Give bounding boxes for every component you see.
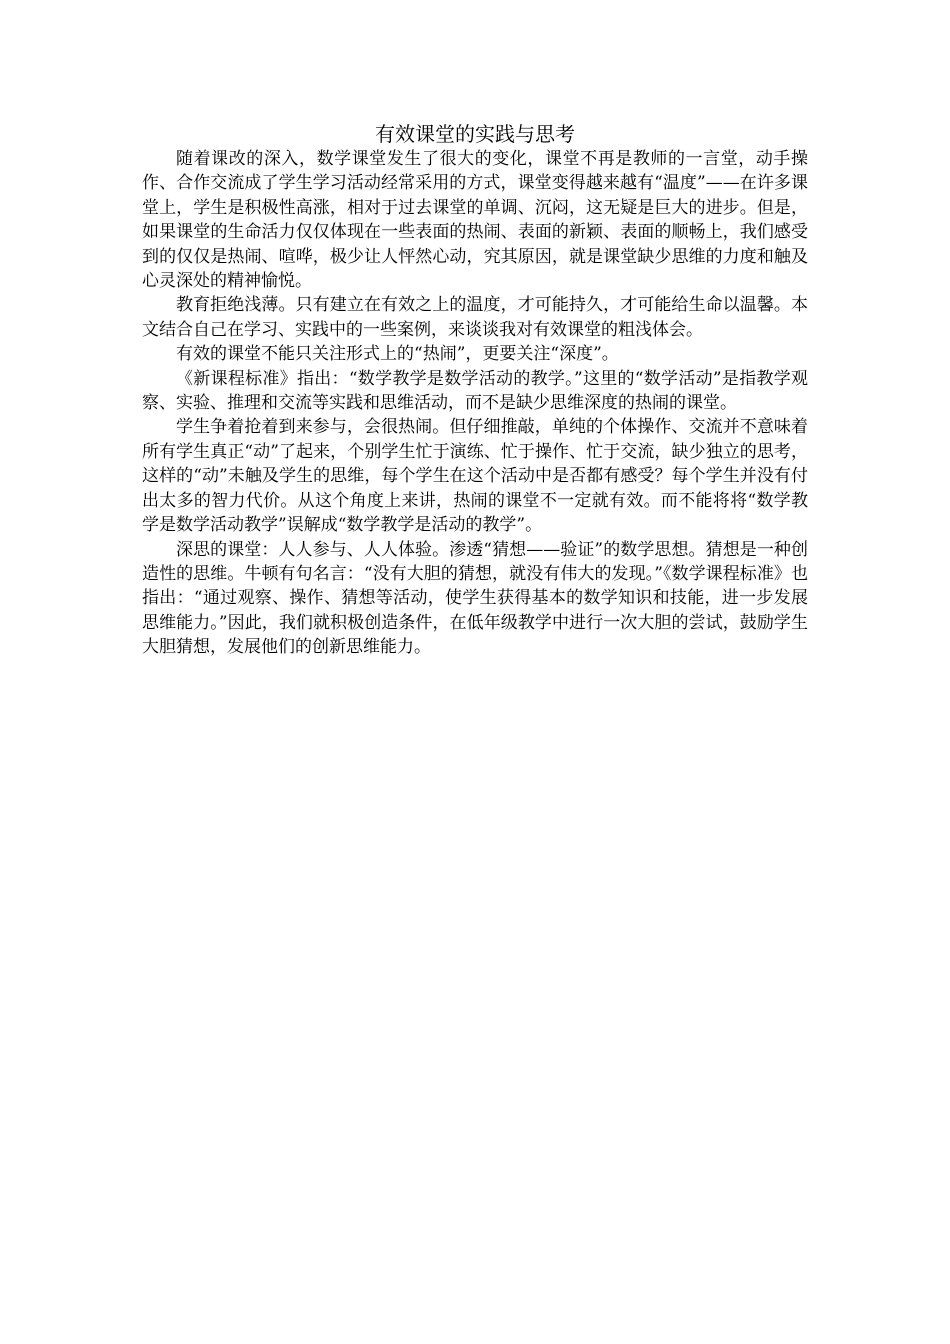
paragraph-1: 随着课改的深入，数学课堂发生了很大的变化，课堂不再是教师的一言堂，动手操作、合作交流成了学生学习活动经常采用的方式，课堂变得越来越有“温度”——在许多课堂上，学生是积极性高涨，相对于过去课堂的单调、沉闷，这无疑是巨大的进步。但是，如果课堂的生命活力仅仅体现在一些表面的热闹、表面的新颖、表面的顺畅上，我们感受到的仅仅是热闹、喧哗，极少让人怦然心动，究其原因，就是课堂缺少思维的力度和触及心灵深处的精神愉悦。 <box>142 149 808 292</box>
paragraph-3: 有效的课堂不能只关注形式上的“热闹”，更要关注“深度”。 <box>176 344 619 365</box>
paragraph-5: 学生争着抢着到来参与，会很热闹。但仔细推敲，单纯的个体操作、交流并不意味着所有学生真正“动”了起来，个别学生忙于演练、忙于操作、忙于交流，缺少独立的思考，这样的“动”未触及学生的思维，每个学生在这个活动中是否都有感受？每个学生并没有付出太多的智力代价。从这个角度上来讲，热闹的课堂不一定就有效。而不能将将“数学教学是数学活动教学”误解成“数学教学是活动的教学”。 <box>142 417 808 536</box>
paragraph-6: 深思的课堂：人人参与、人人体验。渗透“猜想——验证”的数学思想。猜想是一种创造性的思维。牛顿有句名言：“没有大胆的猜想，就没有伟大的发现。”《数学课程标准》也指出：“通过观察、操作、猜想等活动，使学生获得基本的数学知识和技能，进一步发展思维能力。”因此，我们就积极创造条件，在低年级教学中进行一次大胆的尝试，鼓励学生大胆猜想，发展他们的创新思维能力。 <box>142 539 808 658</box>
paragraph-4: 《新课程标准》指出：“数学教学是数学活动的教学。”这里的“数学活动”是指教学观察、实验、推理和交流等实践和思维活动，而不是缺少思维深度的热闹的课堂。 <box>142 368 808 414</box>
paragraph-2: 教育拒绝浅薄。只有建立在有效之上的温度，才可能持久，才可能给生命以温馨。本文结合自己在学习、实践中的一些案例，来谈谈我对有效课堂的粗浅体会。 <box>142 295 808 340</box>
document-content <box>142 121 808 660</box>
document-title: 有效课堂的实践与思考 <box>375 122 575 146</box>
